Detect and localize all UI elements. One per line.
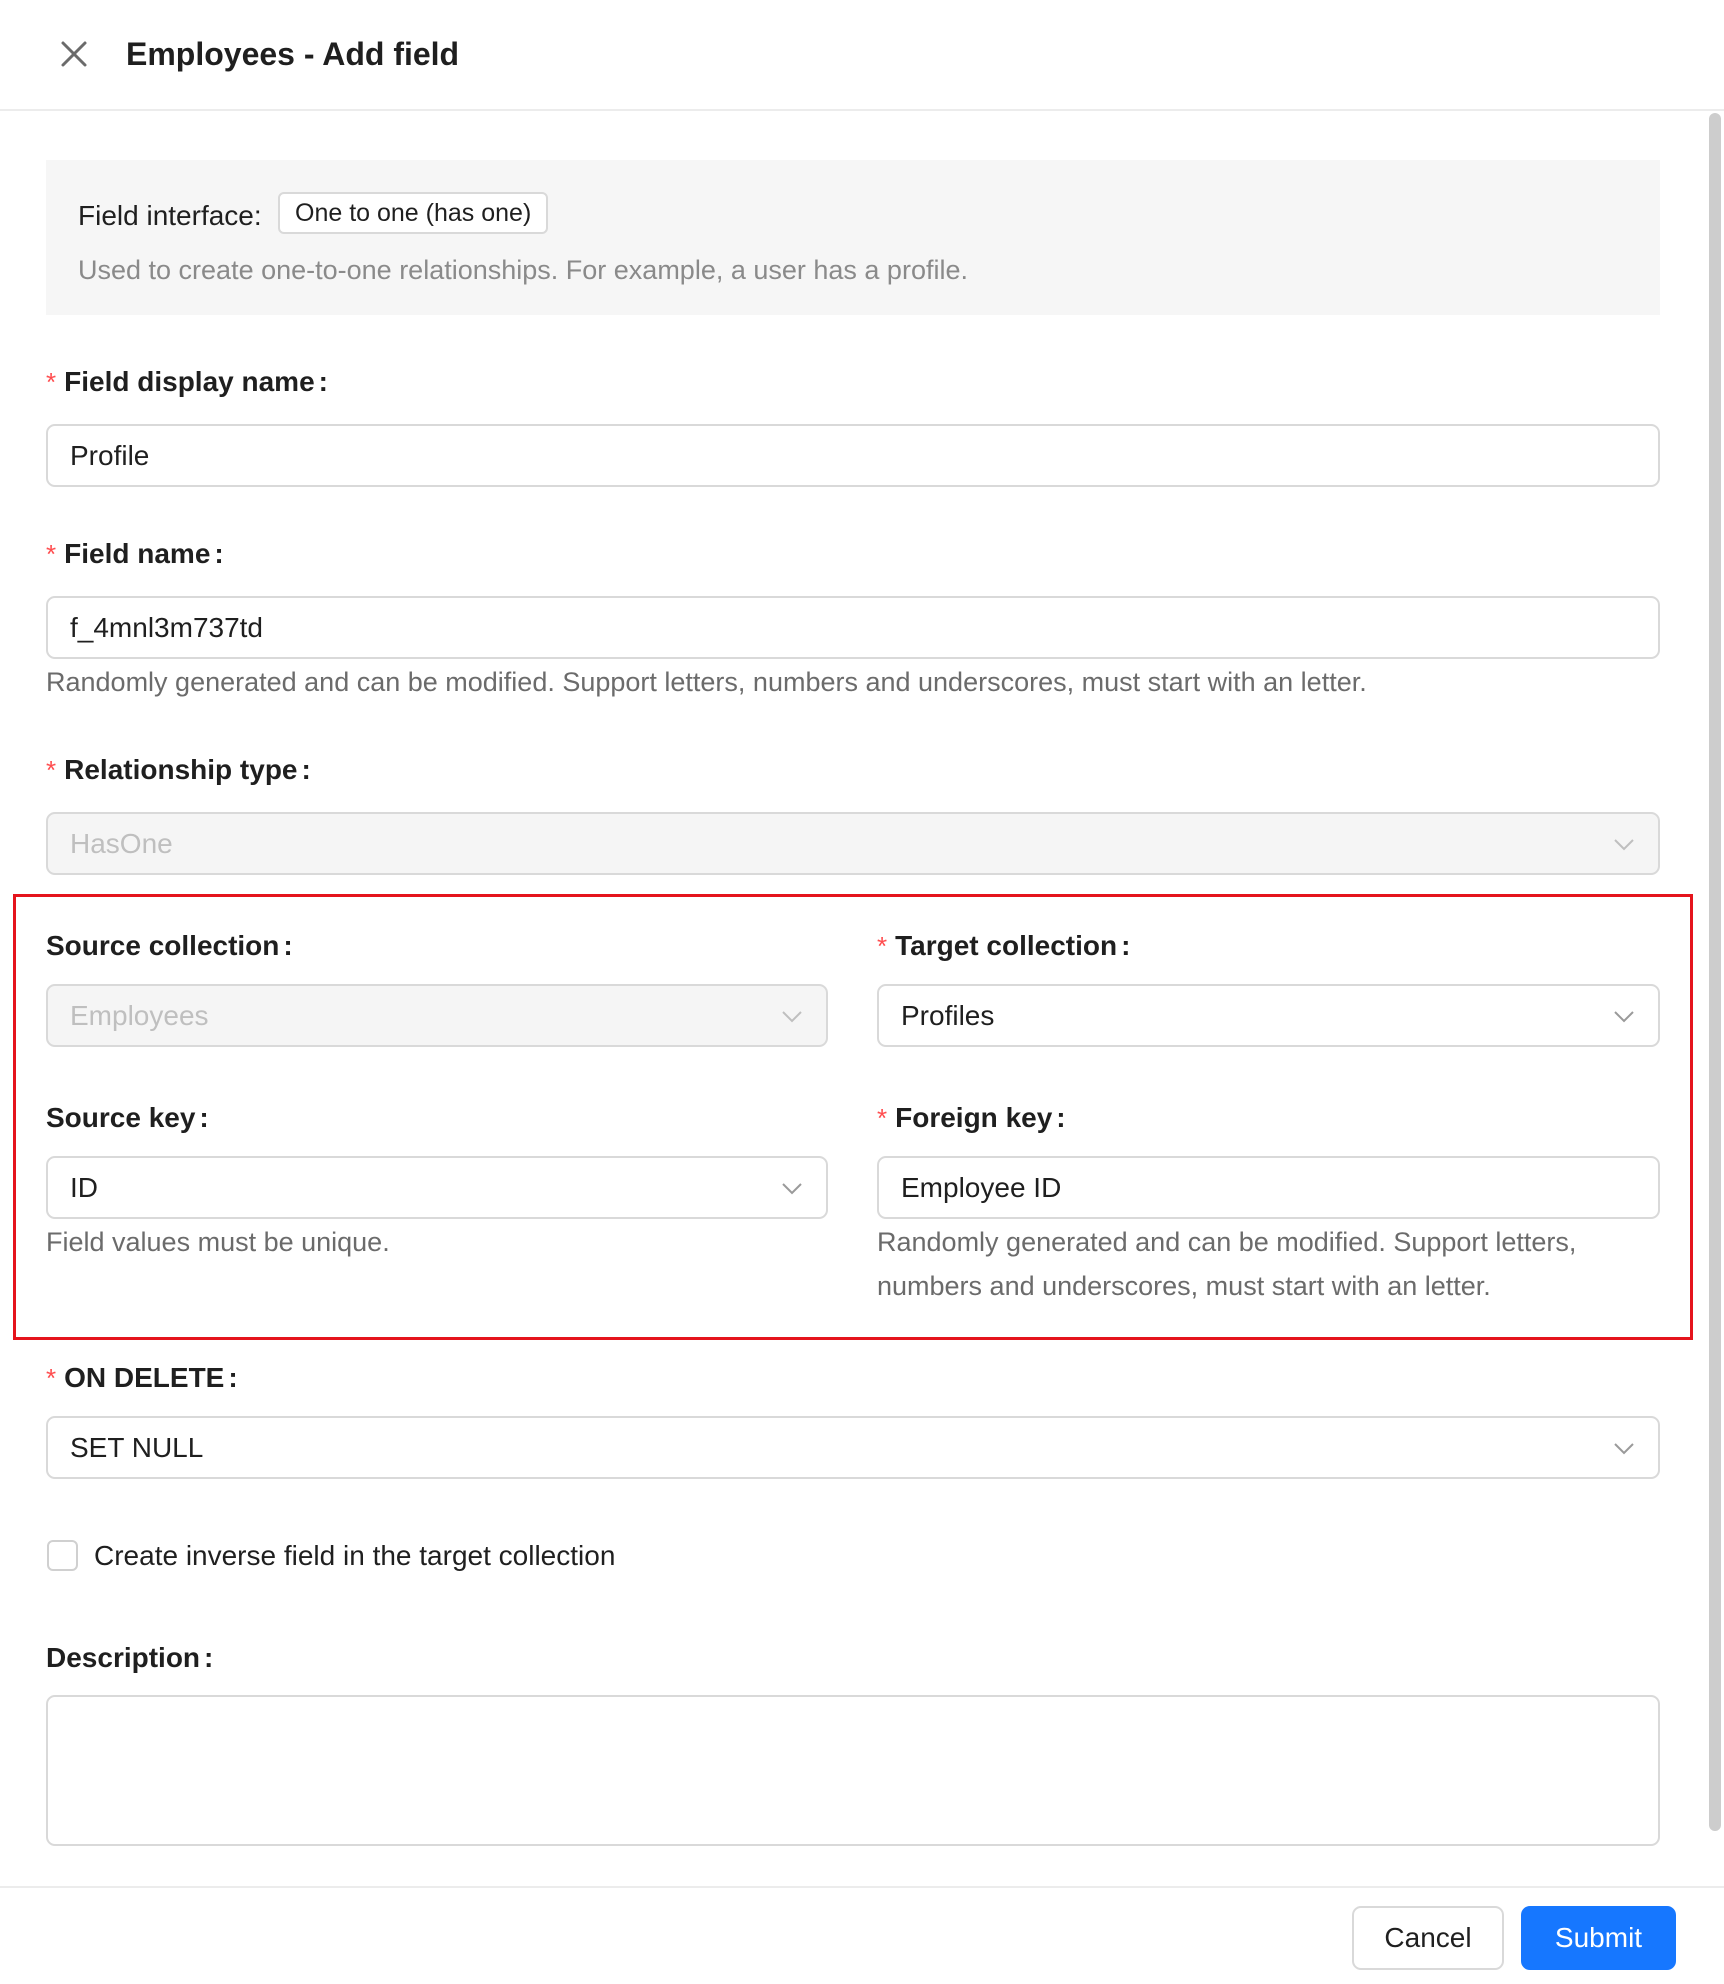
source-key-select[interactable]: ID	[46, 1156, 828, 1219]
field-name-help: Randomly generated and can be modified. Support letters, numbers and underscores, must start with an letter.	[46, 667, 1367, 697]
relationship-type-select: HasOne	[46, 812, 1660, 875]
inverse-field-checkbox[interactable]	[47, 1540, 78, 1571]
field-interface-tag: One to one (has one)	[278, 192, 548, 234]
description-textarea[interactable]	[46, 1695, 1660, 1846]
field-display-name-input[interactable]: Profile	[46, 424, 1660, 487]
required-mark: *	[877, 931, 888, 961]
dialog-title: Employees - Add field	[126, 36, 460, 72]
chevron-down-icon	[1612, 1004, 1636, 1028]
source-collection-label: Source collection :	[46, 930, 293, 961]
chevron-down-icon	[1612, 1436, 1636, 1460]
dialog-footer	[0, 1886, 1724, 1984]
foreign-key-help-line1: Randomly generated and can be modified. Support letters,	[877, 1227, 1577, 1257]
submit-button[interactable]: Submit	[1521, 1906, 1676, 1970]
required-mark: *	[46, 367, 57, 397]
foreign-key-label: * Foreign key :	[877, 1102, 1066, 1133]
foreign-key-help-line2: numbers and underscores, must start with an letter.	[877, 1271, 1491, 1301]
close-button[interactable]	[52, 32, 96, 76]
scrollbar-thumb[interactable]	[1709, 113, 1721, 1831]
inverse-field-label[interactable]: Create inverse field in the target collection	[94, 1540, 616, 1571]
dialog-header	[0, 0, 1724, 111]
field-interface-label: Field interface:	[78, 200, 262, 231]
chevron-down-icon	[780, 1176, 804, 1200]
scrollbar[interactable]	[1706, 111, 1724, 1886]
field-interface-description: Used to create one-to-one relationships. For example, a user has a profile.	[78, 255, 968, 285]
description-label: Description :	[46, 1642, 214, 1673]
foreign-key-input[interactable]: Employee ID	[877, 1156, 1660, 1219]
close-icon	[52, 32, 96, 76]
field-interface-info	[46, 160, 1660, 315]
source-key-label: Source key :	[46, 1102, 209, 1133]
field-name-input[interactable]: f_4mnl3m737td	[46, 596, 1660, 659]
on-delete-label: * ON DELETE :	[46, 1362, 238, 1393]
target-collection-label: * Target collection :	[877, 930, 1131, 961]
on-delete-select[interactable]: SET NULL	[46, 1416, 1660, 1479]
source-key-help: Field values must be unique.	[46, 1227, 390, 1257]
required-mark: *	[46, 1363, 57, 1393]
field-name-label: * Field name :	[46, 538, 224, 569]
chevron-down-icon	[780, 1004, 804, 1028]
cancel-button[interactable]: Cancel	[1352, 1906, 1504, 1970]
required-mark: *	[46, 539, 57, 569]
source-collection-select: Employees	[46, 984, 828, 1047]
required-mark: *	[46, 755, 57, 785]
relationship-type-label: * Relationship type :	[46, 754, 311, 785]
target-collection-select[interactable]: Profiles	[877, 984, 1660, 1047]
chevron-down-icon	[1612, 832, 1636, 856]
required-mark: *	[877, 1103, 888, 1133]
field-display-name-label: * Field display name :	[46, 366, 328, 397]
